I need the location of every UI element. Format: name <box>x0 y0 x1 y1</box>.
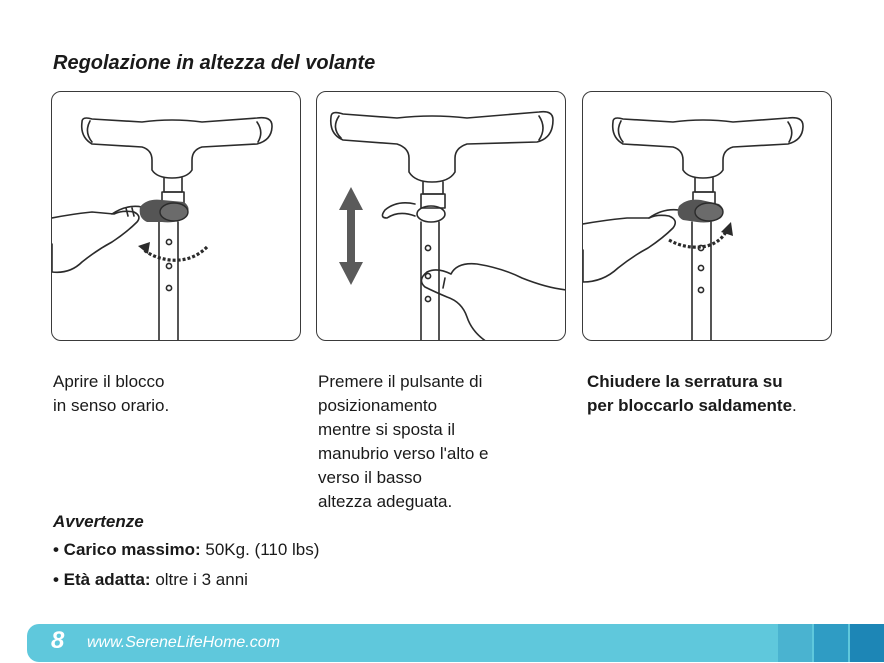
caption-line <box>587 394 797 418</box>
page-title: Regolazione in altezza del volante <box>53 52 376 74</box>
website-link[interactable]: www.SereneLifeHome.com <box>87 634 280 651</box>
warning-value: 50Kg. (110 lbs) <box>200 540 320 559</box>
warning-item-age <box>53 570 248 590</box>
caption-end: . <box>792 396 797 415</box>
warning-label: • Carico massimo: <box>53 540 201 559</box>
caption-line: verso il basso <box>318 468 422 487</box>
caption-line: altezza adeguata. <box>318 492 453 511</box>
warning-item-max-load <box>53 540 319 560</box>
caption-line: mentre si sposta il <box>318 420 455 439</box>
caption-bold: Chiudere la serratura su <box>587 372 783 391</box>
footer-bar <box>27 624 884 662</box>
caption-bold: per bloccarlo saldamente <box>587 396 793 415</box>
warning-value: oltre i 3 anni <box>150 570 248 589</box>
warning-title: Avvertenze <box>53 512 144 531</box>
caption-line: Premere il pulsante di <box>318 372 483 391</box>
page-number: 8 <box>51 627 65 654</box>
caption-step-3 <box>587 370 797 418</box>
footer-block <box>850 624 884 662</box>
caption-line: posizionamento <box>318 396 438 415</box>
caption-line: manubrio verso l'alto e <box>318 444 489 463</box>
footer-block <box>778 624 812 662</box>
illustration-adjust-height <box>316 91 566 341</box>
caption-line: Aprire il blocco <box>53 372 165 391</box>
illustration-open-lock <box>51 91 301 341</box>
footer-block <box>814 624 848 662</box>
caption-step-2 <box>318 370 489 514</box>
caption-line <box>587 370 797 394</box>
caption-line: in senso orario. <box>53 396 170 415</box>
illustration-close-lock <box>582 91 832 341</box>
warning-label: • Età adatta: <box>53 570 151 589</box>
caption-step-1 <box>53 370 169 418</box>
